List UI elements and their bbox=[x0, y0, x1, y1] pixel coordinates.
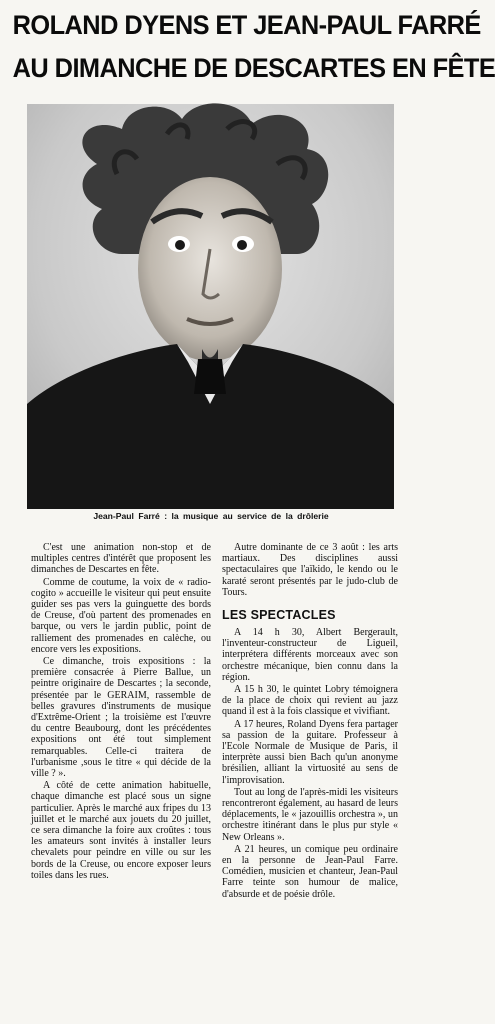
headline-line-1: ROLAND DYENS ET JEAN-PAUL FARRÉ bbox=[12, 10, 481, 40]
article-paragraph: Autre dominante de ce 3 août : les arts martiaux. Des disciplines aussi spectaculaires que l'aïkido, le kendo ou le karaté seront présentés par le judo-club de Tours. bbox=[222, 542, 398, 598]
article-column-left bbox=[31, 542, 211, 881]
portrait-photo bbox=[27, 104, 394, 509]
article-paragraph: A 14 h 30, Albert Bergerault, l'inventeur-constructeur de Ligueil, interprétera différents morceaux avec son orchestre mécanique, bien connu dans la région. bbox=[222, 627, 398, 683]
headline-line-2: AU DIMANCHE DE DESCARTES EN FÊTE bbox=[12, 53, 495, 83]
article-paragraph: A 15 h 30, le quintet Lobry témoignera de la place de choix qui revient au jazz quand il est à la fois classique et vivifiant. bbox=[222, 684, 398, 718]
article-paragraph: C'est une animation non-stop et de multiples centres d'intérêt que proposent les dimanches de Descartes en fête. bbox=[31, 542, 211, 576]
photo-caption: Jean-Paul Farré : la musique au service de la drôlerie bbox=[93, 511, 329, 521]
article-paragraph: Tout au long de l'après-midi les visiteurs rencontreront également, au hasard de leurs déplacements, le « jazouillis orchestra », un orchestre itinérant dans le plus pur style « New Orleans ». bbox=[222, 786, 398, 843]
headline bbox=[12, 4, 495, 90]
article-column-right bbox=[222, 542, 398, 900]
article-paragraph: Ce dimanche, trois expositions : la première consacrée à Pierre Ballue, un peintre originaire de Descartes ; la seconde, présentée par le GERAIM, rassemble de belles gravures d'instruments de musique d'Extrême-Orient ; la troisième est l'œuvre du centre Beaubourg, dont les précédentes expositions ont été tout simplement remarquables. Celle-ci traitera de l'urbanisme ,sous le titre « qui décide de la ville ? ». bbox=[31, 656, 211, 780]
article-paragraph: A 21 heures, un comique peu ordinaire en la personne de Jean-Paul Farre. Comédien, musicien et chanteur, Jean-Paul Farre teinte son humour de malice, d'absurde et de poésie drôle. bbox=[222, 843, 398, 900]
article-paragraph: A côté de cette animation habituelle, chaque dimanche est placé sous un signe particulier. Après le marché aux fripes du 13 juillet et le marché aux jouets du 20 juillet, ce sera dimanche la foire aux croûtes : tous les amateurs sont invités à installer leurs chevalets pour peindre en ville ou sur les bords de la Creuse, ou encore exposer leurs toiles dans les rues. bbox=[31, 780, 211, 881]
portrait-photo-drawing bbox=[27, 104, 394, 509]
article-paragraph: A 17 heures, Roland Dyens fera partager sa passion de la guitare. Professeur à l'Ecole Normale de Musique de Paris, il interprète aussi bien Bach qu'un anonyme brésilien, alliant la virtuosité au sens de l'improvisation. bbox=[222, 718, 398, 786]
section-heading: LES SPECTACLES bbox=[222, 608, 336, 623]
article-paragraph: Comme de coutume, la voix de « radio-cogito » accueille le visiteur qui peut ensuite guider ses pas vers la guinguette des bords de Creuse, d'où partent des promenades en barque, ou vers le jardin public, point de ralliement des promenades en calèche, ou encore vers les expositions. bbox=[31, 576, 211, 655]
